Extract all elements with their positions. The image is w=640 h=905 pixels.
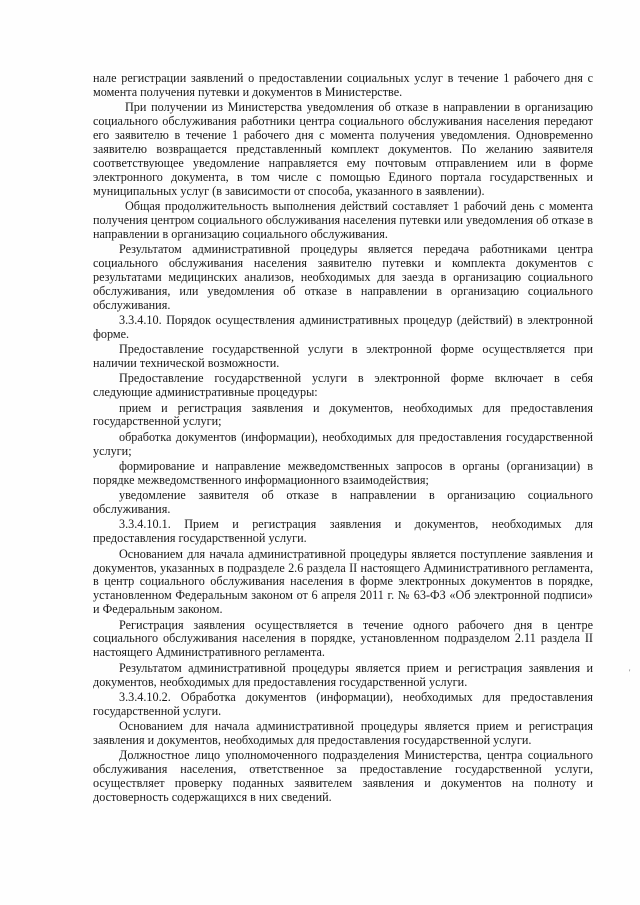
paragraph-result-reception: Результатом административной процедуры является прием и регистрация заявления и документов, необходимых для предоставления государственной услуги. xyxy=(93,660,593,689)
paragraph-basis-processing: Основанием для начала административной процедуры является прием и регистрация заявления и документов, необходимых для предоставления государственной услуги. xyxy=(93,719,593,747)
paragraph-registration: Регистрация заявления осуществляется в течение одного рабочего дня в центре социального обслуживания населения в порядке, установленном подразделом 2.11 раздела II настоящего Административного регламента. xyxy=(93,617,593,660)
list-item-processing: обработка документов (информации), необходимых для предоставления государственной услуги; xyxy=(93,429,593,458)
paragraph-refusal-notice: При получении из Министерства уведомления об отказе в направлении в организацию социального обслуживания работники центра социального обслуживания населения передают его заявителю в течение 1 рабочего дня с момента получения уведомления. Одновременно заявителю возвращается представленный комплект документов. По желанию заявителя соответствующее уведомление направляется ему почтовым отправлением или в форме электронного документа, в том числе с помощью Единого портала государственных и муниципальных услуг (в зависимости от способа, указанного в заявлении). xyxy=(93,100,593,198)
paragraph-official-check: Должностное лицо уполномоченного подразделения Министерства, центра социального обслуживания населения, ответственное за предоставление государственной услуги, осуществляет проверку поданных заявителем заявления и документов на полноту и достоверность содержащихся в них сведений. xyxy=(93,748,593,804)
list-item-notification: уведомление заявителя об отказе в направлении в организацию социального обслуживания. xyxy=(93,488,593,517)
paragraph-section-3-3-4-10: 3.3.4.10. Порядок осуществления административных процедур (действий) в электронной форме. xyxy=(93,312,593,341)
paragraph-basis-reception: Основанием для начала административной процедуры является поступление заявления и документов, указанных в подразделе 2.6 раздела II настоящего Административного регламента, в центр социального обслуживания населения в форме электронных документов в порядке, установленном Федеральным законом от 6 апреля 2011 г. № 63-ФЗ «Об электронной подписи» и Федеральным законом. xyxy=(93,546,593,617)
list-item-reception: прием и регистрация заявления и документов, необходимых для предоставления государственной услуги; xyxy=(93,400,593,429)
margin-mark: ' xyxy=(629,668,631,677)
list-item-requests: формирование и направление межведомственных запросов в органы (организации) в порядке межведомственного информационного взаимодействия; xyxy=(93,458,593,487)
paragraph-result: Результатом административной процедуры является передача работниками центра социального обслуживания населения заявителю путевки и комплекта документов с результатами медицинских анализов, необходимых для заезда в организацию социального обслуживания, или уведомления об отказе в направлении в организацию социального обслуживания. xyxy=(93,242,593,312)
paragraph-section-3-3-4-10-1: 3.3.4.10.1. Прием и регистрация заявления и документов, необходимых для предоставления государственной услуги. xyxy=(93,517,593,546)
paragraph-section-3-3-4-10-2: 3.3.4.10.2. Обработка документов (информации), необходимых для предоставления государственной услуги. xyxy=(93,689,593,718)
paragraph-electronic-procedures: Предоставление государственной услуги в электронной форме включает в себя следующие административные процедуры: xyxy=(93,371,593,400)
paragraph-electronic-availability: Предоставление государственной услуги в электронной форме осуществляется при наличии технической возможности. xyxy=(93,342,593,371)
document-body xyxy=(93,72,593,806)
paragraph-duration: Общая продолжительность выполнения действий составляет 1 рабочий день с момента получения центром социального обслуживания населения путевки или уведомления об отказе в направлении в организацию социального обслуживания. xyxy=(93,198,593,241)
paragraph-continuation: нале регистрации заявлений о предоставлении социальных услуг в течение 1 рабочего дня с момента получения путевки и документов в Министерстве. xyxy=(93,71,593,99)
